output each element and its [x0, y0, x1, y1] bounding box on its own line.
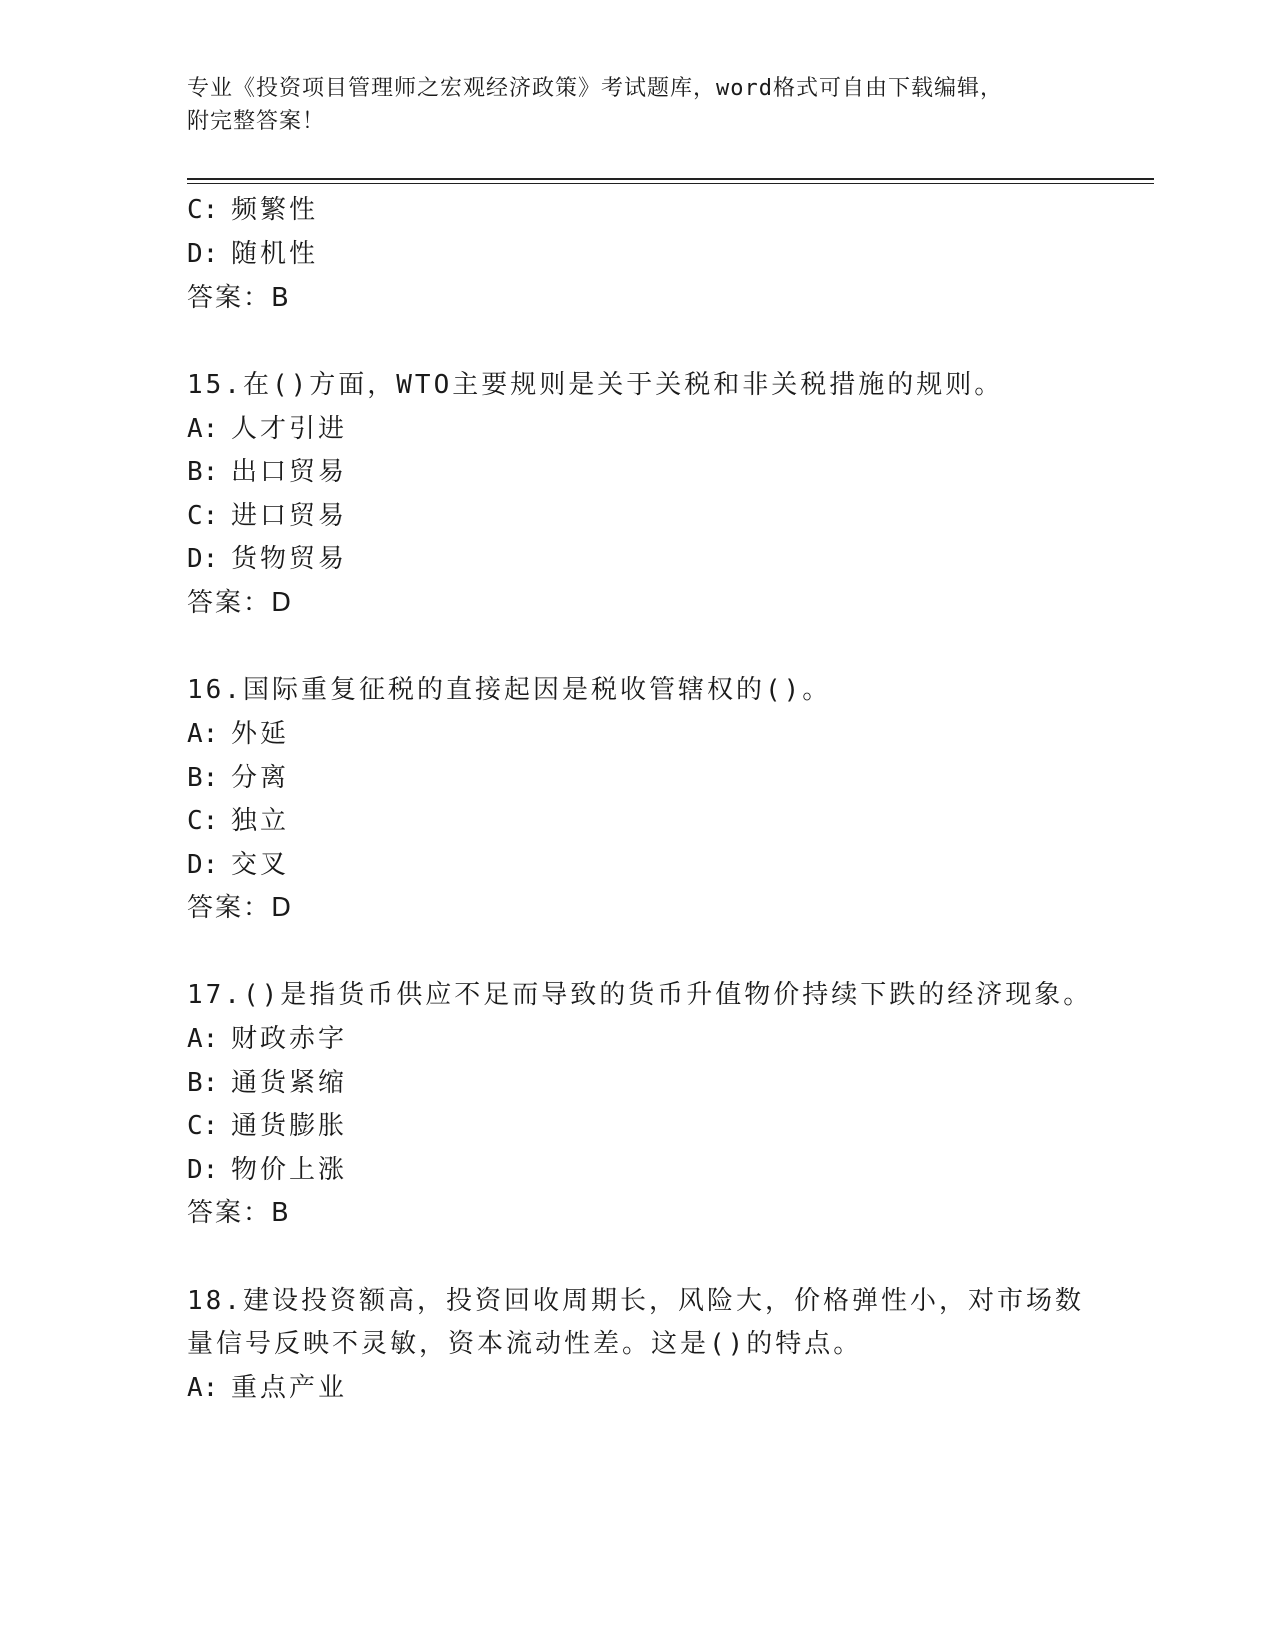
header-rule-thick [187, 178, 1154, 180]
option-b [187, 1067, 347, 1099]
option-d [187, 849, 289, 881]
answer-line: 答案：D [187, 588, 294, 618]
option-text: 货物贸易 [231, 544, 348, 574]
option-letter: D: [187, 239, 219, 269]
option-letter: A: [187, 719, 219, 749]
option-text: 进口贸易 [231, 501, 348, 531]
option-text: 物价上涨 [231, 1155, 348, 1185]
answer-line: 答案：D [187, 893, 294, 923]
question-stem: 18.建设投资额高，投资回收周期长，风险大，价格弹性小，对市场数 [187, 1286, 1084, 1316]
option-d [187, 543, 347, 575]
option-text: 财政赤字 [231, 1024, 348, 1054]
header-rule-thin [187, 183, 1154, 184]
option-c [187, 194, 318, 226]
option-letter: B: [187, 457, 219, 487]
option-a [187, 1023, 347, 1055]
header-line-1: 专业《投资项目管理师之宏观经济政策》考试题库，word格式可自由下载编辑， [187, 76, 1003, 101]
option-letter: D: [187, 850, 219, 880]
option-a [187, 1372, 347, 1404]
document-header [187, 72, 1067, 138]
option-text: 通货膨胀 [231, 1111, 348, 1141]
question-stem-continued: 量信号反映不灵敏，资本流动性差。这是()的特点。 [187, 1329, 863, 1359]
option-text: 分离 [231, 763, 290, 793]
option-b [187, 456, 347, 488]
question-stem: 17.()是指货币供应不足而导致的货币升值物价持续下跌的经济现象。 [187, 980, 1093, 1010]
question-stem: 15.在()方面，WTO主要规则是关于关税和非关税措施的规则。 [187, 370, 1004, 400]
option-text: 独立 [231, 806, 290, 836]
option-b [187, 762, 289, 794]
option-letter: D: [187, 1155, 219, 1185]
option-c [187, 1110, 347, 1142]
option-letter: A: [187, 414, 219, 444]
option-c [187, 805, 289, 837]
option-text: 交叉 [231, 850, 290, 880]
header-line-2: 附完整答案！ [187, 109, 326, 134]
option-a [187, 413, 347, 445]
option-letter: D: [187, 544, 219, 574]
option-text: 随机性 [231, 239, 319, 269]
option-text: 通货紧缩 [231, 1068, 348, 1098]
answer-line: 答案：B [187, 283, 291, 313]
option-text: 人才引进 [231, 414, 348, 444]
option-letter: C: [187, 501, 219, 531]
option-letter: C: [187, 195, 219, 225]
option-a [187, 718, 289, 750]
option-text: 出口贸易 [231, 457, 348, 487]
option-letter: A: [187, 1024, 219, 1054]
answer-line: 答案：B [187, 1198, 291, 1228]
option-text: 频繁性 [231, 195, 319, 225]
question-stem: 16.国际重复征税的直接起因是税收管辖权的()。 [187, 675, 832, 705]
option-letter: B: [187, 763, 219, 793]
option-letter: C: [187, 1111, 219, 1141]
option-letter: B: [187, 1068, 219, 1098]
option-letter: A: [187, 1373, 219, 1403]
option-letter: C: [187, 806, 219, 836]
option-c [187, 500, 347, 532]
option-text: 重点产业 [231, 1373, 348, 1403]
option-d [187, 1154, 347, 1186]
option-text: 外延 [231, 719, 290, 749]
option-d [187, 238, 318, 270]
